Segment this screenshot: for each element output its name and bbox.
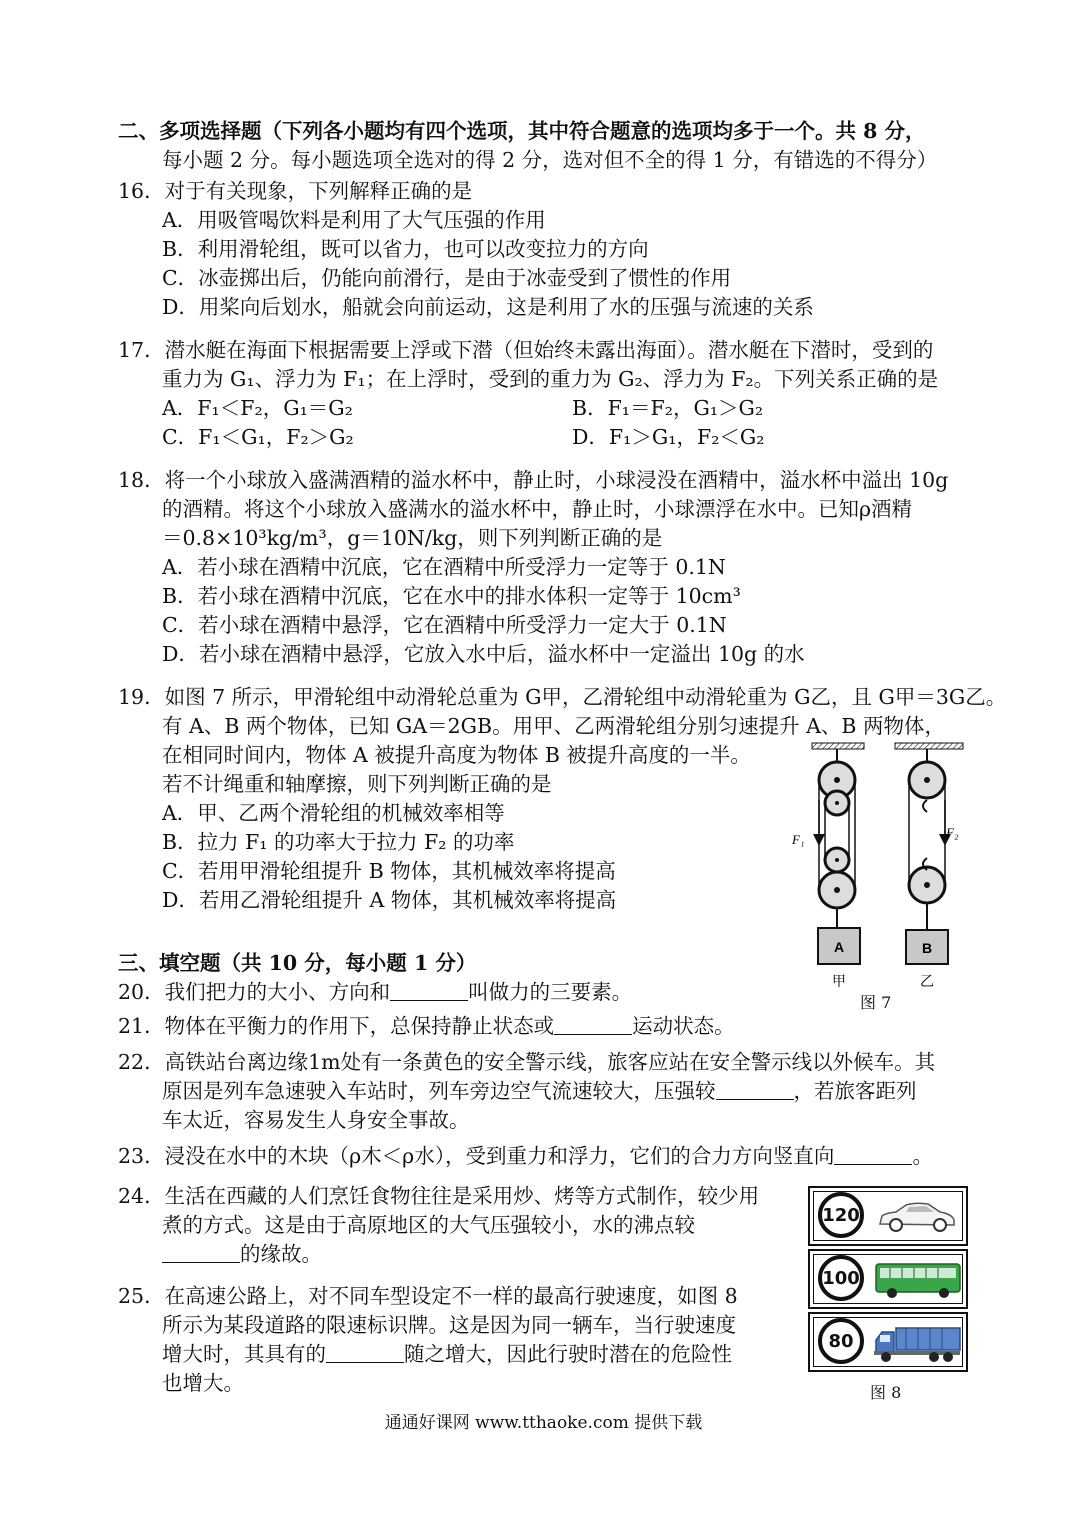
q22-line2-post: ，若旅客距列 xyxy=(793,1079,917,1103)
figure-8-caption: 图 8 xyxy=(870,1383,902,1402)
q18-option-b: B．若小球在酒精中沉底，它在水中的排水体积一定等于 10cm³ xyxy=(162,584,741,608)
section2-heading-line1: 二、多项选择题（下列各小题均有四个选项，其中符合题意的选项均多于一个。共 8 分， xyxy=(118,119,926,143)
ceiling-right xyxy=(895,743,963,749)
q19-line4: 若不计绳重和轴摩擦，则下列判断正确的是 xyxy=(162,772,552,796)
force-f1-label: F₁ xyxy=(792,832,805,847)
q18-option-d: D．若小球在酒精中悬浮，它放入水中后，溢水杯中一定溢出 10g 的水 xyxy=(162,642,805,666)
q18-option-a: A．若小球在酒精中沉底，它在酒精中所受浮力一定等于 0.1N xyxy=(162,555,726,579)
q25-line4: 也增大。 xyxy=(162,1371,244,1395)
q24-line3-post: 的缘故。 xyxy=(240,1242,322,1266)
q21-blank xyxy=(554,1014,632,1035)
q24-line3 xyxy=(162,1240,322,1268)
q20-blank xyxy=(390,980,468,1001)
q24-blank xyxy=(162,1242,240,1263)
q16-option-b: B．利用滑轮组，既可以省力，也可以改变拉力的方向 xyxy=(162,237,649,261)
figure-7-caption: 图 7 xyxy=(860,993,892,1012)
q16-stem: 16．对于有关现象，下列解释正确的是 xyxy=(118,179,473,203)
block-a-label: A xyxy=(833,939,845,955)
speed-sign-bus xyxy=(808,1249,968,1309)
q22-line3: 车太近，容易发生人身安全事故。 xyxy=(162,1108,470,1132)
car-icon xyxy=(876,1200,958,1234)
q24-line1: 24．生活在西藏的人们烹饪食物往往是采用炒、烤等方式制作，较少用 xyxy=(118,1184,760,1208)
section3-heading: 三、填空题（共 10 分，每小题 1 分） xyxy=(118,951,477,975)
q16-option-c: C．冰壶掷出后，仍能向前滑行，是由于冰壶受到了惯性的作用 xyxy=(162,266,732,290)
ceiling-left xyxy=(812,743,864,749)
q18-line2: 的酒精。将这个小球放入盛满水的溢水杯中，静止时，小球漂浮在水中。已知ρ酒精 xyxy=(162,497,913,521)
section2-heading-line2: 每小题 2 分。每小题选项全选对的得 2 分，选对但不全的得 1 分，有错选的不得分） xyxy=(162,148,938,172)
q25-line3-post: 随之增大，因此行驶时潜在的危险性 xyxy=(404,1342,732,1366)
footer-source: 通通好课网 www.tthaoke.com 提供下载 xyxy=(384,1413,703,1433)
q22-line2-pre: 原因是列车急速驶入车站时，列车旁边空气流速较大，压强较 xyxy=(162,1079,716,1103)
q25-blank xyxy=(326,1342,404,1363)
q16-option-a: A．用吸管喝饮料是利用了大气压强的作用 xyxy=(162,208,546,232)
q19-line2: 有 A、B 两个物体，已知 GA＝2GB。用甲、乙两滑轮组分别匀速提升 A、B 两物体， xyxy=(162,714,945,738)
q20 xyxy=(118,978,632,1006)
q21-post: 运动状态。 xyxy=(632,1014,735,1038)
q21-pre: 21．物体在平衡力的作用下，总保持静止状态或 xyxy=(118,1014,555,1038)
q23 xyxy=(118,1142,933,1170)
bus-icon xyxy=(874,1261,962,1301)
speed-sign-car xyxy=(808,1186,968,1246)
q19-option-d: D．若用乙滑轮组提升 A 物体，其机械效率将提高 xyxy=(162,888,617,912)
q23-pre: 23．浸没在水中的木块（ρ木＜ρ水），受到重力和浮力，它们的合力方向竖直向 xyxy=(118,1144,835,1168)
q23-blank xyxy=(834,1144,912,1165)
q23-post: 。 xyxy=(912,1144,933,1168)
q18-line1: 18．将一个小球放入盛满酒精的溢水杯中，静止时，小球浸没在酒精中，溢水杯中溢出 10g xyxy=(118,468,949,492)
q20-post: 叫做力的三要素。 xyxy=(468,980,633,1004)
label-yi: 乙 xyxy=(920,974,934,990)
q18-option-c: C．若小球在酒精中悬浮，它在酒精中所受浮力一定大于 0.1N xyxy=(162,613,727,637)
q20-pre: 20．我们把力的大小、方向和 xyxy=(118,980,391,1004)
q19-option-b: B．拉力 F₁ 的功率大于拉力 F₂ 的功率 xyxy=(162,830,515,854)
q18-line3: ＝0.8×10³kg/m³，g＝10N/kg，则下列判断正确的是 xyxy=(162,526,663,550)
q22-blank xyxy=(716,1079,794,1100)
block-b-label: B xyxy=(921,940,933,956)
q21 xyxy=(118,1012,735,1040)
q19-line1: 19．如图 7 所示，甲滑轮组中动滑轮总重为 G甲，乙滑轮组中动滑轮重为 G乙，且 G甲＝3G乙。 xyxy=(118,685,1007,709)
q24-line2: 煮的方式。这是由于高原地区的大气压强较小，水的沸点较 xyxy=(162,1213,695,1237)
q25-line1: 25．在高速公路上，对不同车型设定不一样的最高行驶速度，如图 8 xyxy=(118,1284,738,1308)
q17-option-c: C．F₁＜G₁，F₂＞G₂ xyxy=(162,425,354,449)
pulley-figure-7 xyxy=(780,740,980,1010)
speed-sign-truck xyxy=(808,1312,968,1372)
truck-icon xyxy=(872,1324,962,1364)
label-jia: 甲 xyxy=(832,974,846,990)
speed-limit-120: 120 xyxy=(818,1192,864,1238)
q17-line1: 17．潜水艇在海面下根据需要上浮或下潜（但始终未露出海面）。潜水艇在下潜时，受到的 xyxy=(118,338,934,362)
q17-option-a: A．F₁＜F₂，G₁＝G₂ xyxy=(162,396,353,420)
q19-option-a: A．甲、乙两个滑轮组的机械效率相等 xyxy=(162,801,505,825)
q16-option-d: D．用桨向后划水，船就会向前运动，这是利用了水的压强与流速的关系 xyxy=(162,295,814,319)
q22-line2 xyxy=(162,1077,917,1105)
q19-option-c: C．若用甲滑轮组提升 B 物体，其机械效率将提高 xyxy=(162,859,616,883)
q17-line2: 重力为 G₁、浮力为 F₁；在上浮时，受到的重力为 G₂、浮力为 F₂。下列关系正确的是 xyxy=(162,367,939,391)
q25-line2: 所示为某段道路的限速标识牌。这是因为同一辆车，当行驶速度 xyxy=(162,1313,736,1337)
q22-line1: 22．高铁站台离边缘1m处有一条黄色的安全警示线，旅客应站在安全警示线以外候车。其 xyxy=(118,1050,936,1074)
force-f2-label: F₂ xyxy=(946,825,959,840)
speed-limit-100: 100 xyxy=(818,1255,864,1301)
q25-line3 xyxy=(162,1340,732,1368)
speed-limit-80: 80 xyxy=(818,1318,864,1364)
q25-line3-pre: 增大时，其具有的 xyxy=(162,1342,326,1366)
q19-line3: 在相同时间内，物体 A 被提升高度为物体 B 被提升高度的一半。 xyxy=(162,743,751,767)
q17-option-b: B．F₁＝F₂，G₁＞G₂ xyxy=(572,396,764,420)
q17-option-d: D．F₁＞G₁，F₂＜G₂ xyxy=(572,425,765,449)
